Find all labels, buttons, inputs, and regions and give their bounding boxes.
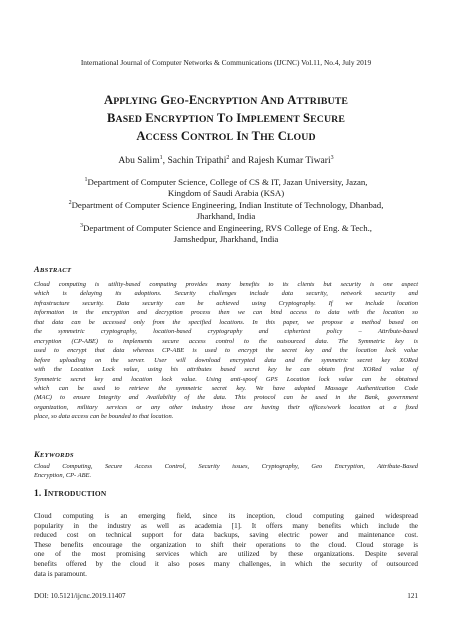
author-name: Abu Salim (118, 155, 160, 166)
keywords-line: Cloud Computing, Secure Access Control, Security issues, Cryptography, Geo Encryption, Attribute-Based (34, 463, 418, 470)
abstract-line: with the Location Lock value, using his attributes based secret key he can obtain first XORed value of (34, 366, 418, 374)
affiliation-line: Department of Computer Science and Engineering, RVS College of Eng. & Tech., (83, 223, 372, 233)
author-affiliation-mark: 3 (330, 154, 334, 161)
author-name: Sachin Tripathi (167, 155, 227, 166)
author-separator: and (229, 155, 249, 166)
affiliation (30, 177, 422, 199)
author-separator: , (162, 155, 168, 166)
title-line: APPLYING GEO-ENCRYPTION AND ATTRIBUTE (104, 93, 348, 107)
title-line: ACCESS CONTROL IN THE CLOUD (136, 129, 316, 143)
abstract-line: place, so data access can be bounded to that location. (34, 413, 174, 421)
affiliation-mark: 1 (84, 177, 88, 184)
author-affiliation-mark: 1 (159, 154, 163, 161)
doi-footer: DOI: 10.5121/ijcnc.2019.11407 (34, 592, 126, 600)
abstract-heading: ABSTRACT (34, 265, 72, 274)
keywords-line: Encryption, CP- ABE. (34, 472, 92, 480)
affiliation-line: Jamshedpur, Jharkhand, India (173, 234, 279, 244)
affiliation-mark: 3 (80, 223, 83, 230)
abstract-body (34, 280, 418, 422)
author-list (0, 155, 452, 166)
abstract-line: that data can be accessed only from the specified locations. In this paper, we propose a method based on (34, 318, 418, 326)
body-line: benefits offered by the cloud it also poses many challenges, in which the security of outsourced (34, 559, 418, 568)
abstract-line: which is delaying its adoptions. Security challenges include data security, network security and (34, 290, 418, 298)
abstract-line: which can be used to retrieve the symmetric secret key. We have adopted Massage Authentication Code (34, 384, 418, 392)
abstract-line: used to encrypt that data whereas CP-ABE is used to encrypt the secret key and the location lock value (34, 347, 418, 355)
body-line: popularity in the industry as well as academia [1]. It offers many benefits which include the (34, 521, 418, 530)
keywords-body (34, 462, 418, 481)
abstract-line: the symmetric cryptography, location-based cryptography and ciphertext policy – Attribute-based (34, 328, 418, 336)
body-line: one of the most promising services which are utilized by these organizations. Despite several (34, 550, 418, 559)
body-line: data is paramount. (34, 569, 87, 578)
abstract-line: Cloud computing is utility-based computing provides many benefits to its clients but security is one aspect (34, 281, 418, 288)
affiliation-line: Department of Computer Science Engineering, Indian Institute of Technology, Dhanbad, (71, 200, 384, 210)
affiliation-mark: 2 (68, 200, 72, 207)
title-line: BASED ENCRYPTION TO IMPLEMENT SECURE (107, 111, 345, 125)
abstract-line: before uploading on the server. User will download encrypted data and the symmetric secret key XORed (34, 356, 418, 364)
abstract-line: encryption (CP-ABE) to implements secure access control to the outsourced data. The Symmetric key is (34, 337, 418, 345)
affiliation-line: Kingdom of Saudi Arabia (KSA) (167, 188, 285, 198)
abstract-line: (MAC) to ensure Integrity and Availability of the data. This protocol can be used in the Bank, government (34, 394, 418, 402)
page-number: 121 (407, 592, 418, 600)
affiliation (30, 200, 422, 222)
introduction-heading: 1. INTRODUCTION (34, 489, 107, 499)
author-name: Rajesh Kumar Tiwari (248, 155, 331, 166)
introduction-body (34, 512, 418, 579)
affiliation-line: Jharkhand, India (196, 211, 256, 221)
author-affiliation-mark: 2 (226, 154, 230, 161)
affiliation-line: Department of Computer Science, College of CS & IT, Jazan University, Jazan, (87, 177, 368, 187)
body-line: Cloud computing is an emerging field, since its inception, cloud computing gained widespread (34, 512, 418, 520)
affiliation (30, 223, 422, 245)
abstract-line: Symmetric secret key and location lock value. Using anti-spoof GPS Location lock value can be obtained (34, 375, 418, 383)
abstract-line: organization, military services or any other industry those are having their offices/work location at a fixed (34, 403, 418, 411)
body-line: reduced cost on technical support for data backups, saving electric power and maintenance cost. (34, 531, 418, 540)
keywords-heading: KEYWORDS (34, 450, 74, 459)
abstract-line: information in the encryption and decryption process then we can bind access to data with the location so (34, 309, 418, 317)
paper-title (40, 92, 412, 146)
abstract-line: infrastructure security. Data security can be achieved using Cryptography. If we include location (34, 299, 418, 307)
affiliation-list (30, 177, 422, 246)
body-line: These benefits encourage the organization to shift their operations to the cloud. Cloud storage is (34, 540, 418, 549)
journal-header: International Journal of Computer Networks & Communications (IJCNC) Vol.11, No.4, July 2019 (80, 58, 372, 67)
